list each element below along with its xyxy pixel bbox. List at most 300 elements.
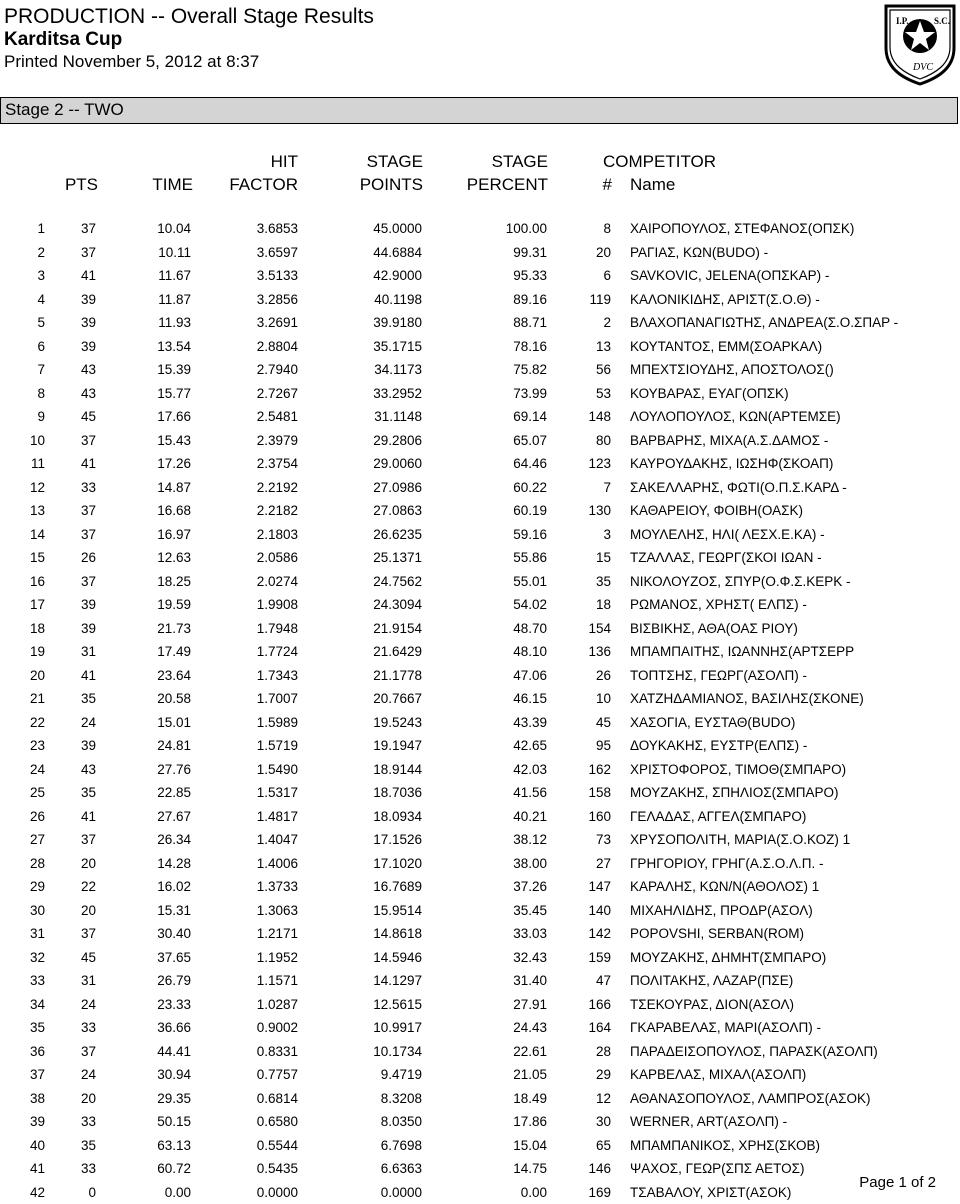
hit-factor-cell: 1.5719 [220,734,298,758]
hit-factor-cell: 0.9002 [220,1016,298,1040]
col-competitor: COMPETITOR [603,151,716,173]
points-cell: 39 [60,617,96,641]
table-row [0,664,960,688]
competitor-name-cell: ΚΟΥΤΑΝΤΟΣ, ΕΜΜ(ΣΟΑΡΚΑΛ) [630,335,822,359]
points-cell: 37 [60,523,96,547]
competitor-number-cell: 162 [570,758,611,782]
table-row [0,875,960,899]
col-time: TIME [120,174,193,196]
competitor-number-cell: 142 [570,922,611,946]
rank-cell: 33 [10,969,45,993]
points-cell: 24 [60,711,96,735]
hit-factor-cell: 1.7007 [220,687,298,711]
competitor-number-cell: 159 [570,946,611,970]
col-stage-percent-bottom: PERCENT [440,174,548,196]
table-row [0,946,960,970]
rank-cell: 1 [10,217,45,241]
rank-cell: 32 [10,946,45,970]
stage-points-cell: 12.5615 [325,993,422,1017]
page-number: Page 1 of 2 [859,1174,936,1191]
table-row [0,405,960,429]
points-cell: 45 [60,405,96,429]
stage-points-cell: 8.3208 [325,1087,422,1111]
competitor-number-cell: 30 [570,1110,611,1134]
stage-percent-cell: 55.86 [450,546,547,570]
competitor-number-cell: 169 [570,1181,611,1204]
table-row [0,1063,960,1087]
stage-percent-cell: 35.45 [450,899,547,923]
table-row [0,899,960,923]
rank-cell: 13 [10,499,45,523]
rank-cell: 4 [10,288,45,312]
stage-percent-cell: 38.00 [450,852,547,876]
stage-points-cell: 24.3094 [325,593,422,617]
time-cell: 16.02 [120,875,191,899]
stage-points-cell: 33.2952 [325,382,422,406]
time-cell: 16.97 [120,523,191,547]
stage-percent-cell: 15.04 [450,1134,547,1158]
competitor-number-cell: 7 [570,476,611,500]
points-cell: 0 [60,1181,96,1204]
time-cell: 15.31 [120,899,191,923]
points-cell: 43 [60,758,96,782]
time-cell: 37.65 [120,946,191,970]
competitor-number-cell: 28 [570,1040,611,1064]
table-row [0,781,960,805]
rank-cell: 12 [10,476,45,500]
points-cell: 33 [60,1016,96,1040]
competitor-number-cell: 119 [570,288,611,312]
points-cell: 37 [60,828,96,852]
hit-factor-cell: 1.5317 [220,781,298,805]
stage-percent-cell: 73.99 [450,382,547,406]
time-cell: 11.67 [120,264,191,288]
rank-cell: 26 [10,805,45,829]
hit-factor-cell: 0.5544 [220,1134,298,1158]
report-header [4,4,374,74]
points-cell: 26 [60,546,96,570]
competitor-number-cell: 45 [570,711,611,735]
stage-bar [0,97,958,124]
stage-percent-cell: 24.43 [450,1016,547,1040]
rank-cell: 40 [10,1134,45,1158]
time-cell: 15.77 [120,382,191,406]
table-row [0,922,960,946]
time-cell: 12.63 [120,546,191,570]
competitor-number-cell: 15 [570,546,611,570]
stage-percent-cell: 42.65 [450,734,547,758]
rank-cell: 29 [10,875,45,899]
competitor-name-cell: ΜΟΥΖΑΚΗΣ, ΣΠΗΛΙΟΣ(ΣΜΠΑΡΟ) [630,781,838,805]
hit-factor-cell: 2.2182 [220,499,298,523]
competitor-name-cell: ΧΡΥΣΟΠΟΛΙΤΗ, ΜΑΡΙΑ(Σ.Ο.ΚΟΖ) 1 [630,828,850,852]
competitor-number-cell: 10 [570,687,611,711]
competitor-name-cell: ΒΛΑΧΟΠΑΝΑΓΙΩΤΗΣ, ΑΝΔΡΕΑ(Σ.Ο.ΣΠΑΡ - [630,311,898,335]
points-cell: 37 [60,429,96,453]
competitor-name-cell: ΠΑΡΑΔΕΙΣΟΠΟΥΛΟΣ, ΠΑΡΑΣΚ(ΑΣΟΛΠ) [630,1040,878,1064]
table-row [0,358,960,382]
printed-date: Printed November 5, 2012 at 8:37 [4,50,374,74]
competitor-number-cell: 18 [570,593,611,617]
hit-factor-cell: 2.3979 [220,429,298,453]
competitor-name-cell: ΑΘΑΝΑΣΟΠΟΥΛΟΣ, ΛΑΜΠΡΟΣ(ΑΣΟΚ) [630,1087,870,1111]
table-row [0,311,960,335]
stage-points-cell: 21.6429 [325,640,422,664]
logo-motto: DVC [912,62,933,73]
hit-factor-cell: 2.3754 [220,452,298,476]
time-cell: 63.13 [120,1134,191,1158]
stage-points-cell: 19.5243 [325,711,422,735]
logo-text-left: I.P. [896,16,909,26]
competitor-number-cell: 95 [570,734,611,758]
competitor-name-cell: ΤΟΠΤΣΗΣ, ΓΕΩΡΓ(ΑΣΟΛΠ) - [630,664,807,688]
rank-cell: 41 [10,1157,45,1181]
stage-points-cell: 34.1173 [325,358,422,382]
stage-percent-cell: 89.16 [450,288,547,312]
competitor-number-cell: 65 [570,1134,611,1158]
points-cell: 43 [60,382,96,406]
time-cell: 14.87 [120,476,191,500]
competitor-name-cell: ΒΙΣΒΙΚΗΣ, ΑΘΑ(ΟΑΣ ΡΙΟΥ) [630,617,798,641]
points-cell: 24 [60,1063,96,1087]
points-cell: 31 [60,640,96,664]
stage-points-cell: 18.0934 [325,805,422,829]
competitor-number-cell: 13 [570,335,611,359]
competitor-number-cell: 140 [570,899,611,923]
stage-points-cell: 44.6884 [325,241,422,265]
time-cell: 11.93 [120,311,191,335]
competitor-number-cell: 26 [570,664,611,688]
competitor-number-cell: 20 [570,241,611,265]
stage-label: Stage 2 -- TWO [5,100,124,120]
table-row [0,523,960,547]
points-cell: 24 [60,993,96,1017]
competitor-number-cell: 154 [570,617,611,641]
table-row [0,382,960,406]
stage-points-cell: 21.1778 [325,664,422,688]
competitor-name-cell: ΠΟΛΙΤΑΚΗΣ, ΛΑΖΑΡ(ΠΣΕ) [630,969,793,993]
competitor-name-cell: ΜΟΥΖΑΚΗΣ, ΔΗΜΗΤ(ΣΜΠΑΡΟ) [630,946,826,970]
points-cell: 33 [60,1157,96,1181]
table-row [0,1181,960,1204]
time-cell: 15.01 [120,711,191,735]
rank-cell: 11 [10,452,45,476]
hit-factor-cell: 2.0274 [220,570,298,594]
hit-factor-cell: 3.6853 [220,217,298,241]
stage-points-cell: 29.2806 [325,429,422,453]
stage-percent-cell: 22.61 [450,1040,547,1064]
hit-factor-cell: 0.7757 [220,1063,298,1087]
hit-factor-cell: 1.3733 [220,875,298,899]
rank-cell: 42 [10,1181,45,1204]
stage-percent-cell: 18.49 [450,1087,547,1111]
competitor-name-cell: ΤΣΑΒΑΛΟΥ, ΧΡΙΣΤ(ΑΣΟΚ) [630,1181,791,1204]
stage-percent-cell: 31.40 [450,969,547,993]
points-cell: 39 [60,734,96,758]
stage-points-cell: 45.0000 [325,217,422,241]
hit-factor-cell: 1.5490 [220,758,298,782]
hit-factor-cell: 2.7267 [220,382,298,406]
competitor-name-cell: ΜΠΑΜΠΑΙΤΗΣ, ΙΩΑΝΝΗΣ(ΑΡΤΣΕΡΡ [630,640,854,664]
time-cell: 15.39 [120,358,191,382]
stage-points-cell: 16.7689 [325,875,422,899]
competitor-name-cell: ΚΑΘΑΡΕΙΟΥ, ΦΟΙΒΗ(ΟΑΣΚ) [630,499,803,523]
rank-cell: 6 [10,335,45,359]
time-cell: 23.33 [120,993,191,1017]
competitor-name-cell: ΚΑΥΡΟΥΔΑΚΗΣ, ΙΩΣΗΦ(ΣΚΟΑΠ) [630,452,833,476]
competitor-number-cell: 136 [570,640,611,664]
table-row [0,1087,960,1111]
time-cell: 50.15 [120,1110,191,1134]
competitor-name-cell: ΚΑΛΟΝΙΚΙΔΗΣ, ΑΡΙΣΤ(Σ.Ο.Θ) - [630,288,820,312]
competitor-name-cell: ΜΠΕΧΤΣΙΟΥΔΗΣ, ΑΠΟΣΤΟΛΟΣ() [630,358,834,382]
table-row [0,734,960,758]
table-row [0,476,960,500]
stage-percent-cell: 48.10 [450,640,547,664]
stage-percent-cell: 14.75 [450,1157,547,1181]
rank-cell: 37 [10,1063,45,1087]
table-row [0,288,960,312]
table-row [0,335,960,359]
rank-cell: 9 [10,405,45,429]
table-row [0,429,960,453]
col-stage-points-top: STAGE [320,151,423,173]
points-cell: 35 [60,687,96,711]
time-cell: 30.40 [120,922,191,946]
competitor-name-cell: SAVKOVIC, JELENA(ΟΠΣΚΑΡ) - [630,264,829,288]
hit-factor-cell: 0.6814 [220,1087,298,1111]
stage-points-cell: 29.0060 [325,452,422,476]
table-row [0,593,960,617]
competitor-number-cell: 8 [570,217,611,241]
table-row [0,241,960,265]
rank-cell: 20 [10,664,45,688]
competitor-name-cell: ΜΙΧΑΗΛΙΔΗΣ, ΠΡΟΔΡ(ΑΣΟΛ) [630,899,813,923]
table-row [0,828,960,852]
points-cell: 39 [60,288,96,312]
stage-points-cell: 9.4719 [325,1063,422,1087]
logo-text-right: S.C. [934,16,950,26]
competitor-name-cell: ΚΟΥΒΑΡΑΣ, ΕΥΑΓ(ΟΠΣΚ) [630,382,789,406]
hit-factor-cell: 1.2171 [220,922,298,946]
competitor-name-cell: ΝΙΚΟΛΟΥΖΟΣ, ΣΠΥΡ(Ο.Φ.Σ.ΚΕΡΚ - [630,570,850,594]
hit-factor-cell: 2.5481 [220,405,298,429]
rank-cell: 36 [10,1040,45,1064]
competitor-number-cell: 27 [570,852,611,876]
rank-cell: 21 [10,687,45,711]
col-pts: PTS [30,174,98,196]
points-cell: 37 [60,1040,96,1064]
stage-points-cell: 31.1148 [325,405,422,429]
points-cell: 22 [60,875,96,899]
time-cell: 19.59 [120,593,191,617]
time-cell: 18.25 [120,570,191,594]
competitor-name-cell: ΜΠΑΜΠΑΝΙΚΟΣ, ΧΡΗΣ(ΣΚΟΒ) [630,1134,820,1158]
competitor-name-cell: ΚΑΡΑΛΗΣ, ΚΩΝ/Ν(ΑΘΟΛΟΣ) 1 [630,875,819,899]
time-cell: 16.68 [120,499,191,523]
stage-percent-cell: 41.56 [450,781,547,805]
competitor-name-cell: ΜΟΥΛΕΛΗΣ, ΗΛΙ( ΛΕΣΧ.Ε.ΚΑ) - [630,523,825,547]
time-cell: 11.87 [120,288,191,312]
stage-percent-cell: 33.03 [450,922,547,946]
time-cell: 20.58 [120,687,191,711]
table-row [0,570,960,594]
competitor-number-cell: 3 [570,523,611,547]
hit-factor-cell: 3.6597 [220,241,298,265]
stage-points-cell: 18.9144 [325,758,422,782]
stage-percent-cell: 75.82 [450,358,547,382]
time-cell: 22.85 [120,781,191,805]
hit-factor-cell: 1.1571 [220,969,298,993]
competitor-name-cell: ΡΩΜΑΝΟΣ, ΧΡΗΣΤ( ΕΛΠΣ) - [630,593,807,617]
stage-points-cell: 19.1947 [325,734,422,758]
stage-percent-cell: 43.39 [450,711,547,735]
points-cell: 31 [60,969,96,993]
stage-points-cell: 8.0350 [325,1110,422,1134]
time-cell: 29.35 [120,1087,191,1111]
stage-percent-cell: 27.91 [450,993,547,1017]
table-row [0,1016,960,1040]
time-cell: 26.34 [120,828,191,852]
time-cell: 17.49 [120,640,191,664]
stage-points-cell: 17.1526 [325,828,422,852]
competitor-name-cell: ΛΟΥΛΟΠΟΥΛΟΣ, ΚΩΝ(ΑΡΤΕΜΣΕ) [630,405,841,429]
time-cell: 27.67 [120,805,191,829]
stage-points-cell: 24.7562 [325,570,422,594]
competitor-number-cell: 73 [570,828,611,852]
stage-percent-cell: 60.22 [450,476,547,500]
competitor-number-cell: 158 [570,781,611,805]
table-row [0,687,960,711]
rank-cell: 25 [10,781,45,805]
stage-points-cell: 6.6363 [325,1157,422,1181]
rank-cell: 2 [10,241,45,265]
stage-percent-cell: 100.00 [450,217,547,241]
hit-factor-cell: 1.7724 [220,640,298,664]
table-row [0,1040,960,1064]
rank-cell: 24 [10,758,45,782]
results-table [0,217,960,1204]
competitor-name-cell: ΓΕΛΑΔΑΣ, ΑΓΓΕΛ(ΣΜΠΑΡΟ) [630,805,806,829]
time-cell: 10.11 [120,241,191,265]
rank-cell: 18 [10,617,45,641]
hit-factor-cell: 2.1803 [220,523,298,547]
stage-percent-cell: 47.06 [450,664,547,688]
table-row [0,264,960,288]
table-row [0,758,960,782]
rank-cell: 23 [10,734,45,758]
competitor-number-cell: 6 [570,264,611,288]
competitor-number-cell: 147 [570,875,611,899]
points-cell: 37 [60,241,96,265]
competitor-name-cell: ΧΡΙΣΤΟΦΟΡΟΣ, ΤΙΜΟΘ(ΣΜΠΑΡΟ) [630,758,846,782]
competitor-name-cell: ΓΡΗΓΟΡΙΟΥ, ΓΡΗΓ(Α.Σ.Ο.Λ.Π. - [630,852,823,876]
table-row [0,640,960,664]
competitor-name-cell: ΤΖΑΛΛΑΣ, ΓΕΩΡΓ(ΣΚΟΙ ΙΩΑΝ - [630,546,822,570]
hit-factor-cell: 1.0287 [220,993,298,1017]
competitor-number-cell: 130 [570,499,611,523]
rank-cell: 14 [10,523,45,547]
stage-percent-cell: 88.71 [450,311,547,335]
col-name: Name [630,174,675,196]
points-cell: 41 [60,805,96,829]
time-cell: 10.04 [120,217,191,241]
stage-points-cell: 6.7698 [325,1134,422,1158]
points-cell: 37 [60,499,96,523]
col-hit-factor-bottom: FACTOR [200,174,298,196]
stage-percent-cell: 38.12 [450,828,547,852]
col-stage-points-bottom: POINTS [320,174,423,196]
stage-points-cell: 15.9514 [325,899,422,923]
table-row [0,617,960,641]
rank-cell: 8 [10,382,45,406]
stage-percent-cell: 40.21 [450,805,547,829]
stage-percent-cell: 48.70 [450,617,547,641]
competitor-name-cell: ΧΑΙΡΟΠΟΥΛΟΣ, ΣΤΕΦΑΝΟΣ(ΟΠΣΚ) [630,217,854,241]
hit-factor-cell: 1.9908 [220,593,298,617]
time-cell: 17.26 [120,452,191,476]
competitor-number-cell: 2 [570,311,611,335]
match-name: Karditsa Cup [4,30,374,50]
points-cell: 41 [60,264,96,288]
time-cell: 36.66 [120,1016,191,1040]
rank-cell: 30 [10,899,45,923]
stage-percent-cell: 95.33 [450,264,547,288]
stage-points-cell: 10.1734 [325,1040,422,1064]
table-row [0,1157,960,1181]
hit-factor-cell: 0.6580 [220,1110,298,1134]
hit-factor-cell: 1.4817 [220,805,298,829]
hit-factor-cell: 3.2691 [220,311,298,335]
stage-percent-cell: 69.14 [450,405,547,429]
table-row [0,1110,960,1134]
competitor-number-cell: 29 [570,1063,611,1087]
table-row [0,711,960,735]
points-cell: 37 [60,217,96,241]
points-cell: 39 [60,593,96,617]
stage-points-cell: 18.7036 [325,781,422,805]
competitor-number-cell: 56 [570,358,611,382]
table-row [0,969,960,993]
points-cell: 33 [60,1110,96,1134]
time-cell: 24.81 [120,734,191,758]
competitor-name-cell: WERNER, ART(ΑΣΟΛΠ) - [630,1110,787,1134]
time-cell: 27.76 [120,758,191,782]
points-cell: 39 [60,311,96,335]
stage-points-cell: 26.6235 [325,523,422,547]
competitor-number-cell: 35 [570,570,611,594]
hit-factor-cell: 1.4006 [220,852,298,876]
time-cell: 23.64 [120,664,191,688]
stage-percent-cell: 54.02 [450,593,547,617]
competitor-name-cell: ΤΣΕΚΟΥΡΑΣ, ΔΙΟΝ(ΑΣΟΛ) [630,993,794,1017]
rank-cell: 31 [10,922,45,946]
hit-factor-cell: 1.7343 [220,664,298,688]
points-cell: 41 [60,452,96,476]
rank-cell: 38 [10,1087,45,1111]
table-row [0,546,960,570]
stage-percent-cell: 59.16 [450,523,547,547]
stage-percent-cell: 64.46 [450,452,547,476]
stage-points-cell: 20.7667 [325,687,422,711]
rank-cell: 5 [10,311,45,335]
table-row [0,993,960,1017]
stage-percent-cell: 0.00 [450,1181,547,1204]
hit-factor-cell: 1.1952 [220,946,298,970]
rank-cell: 16 [10,570,45,594]
time-cell: 21.73 [120,617,191,641]
rank-cell: 15 [10,546,45,570]
